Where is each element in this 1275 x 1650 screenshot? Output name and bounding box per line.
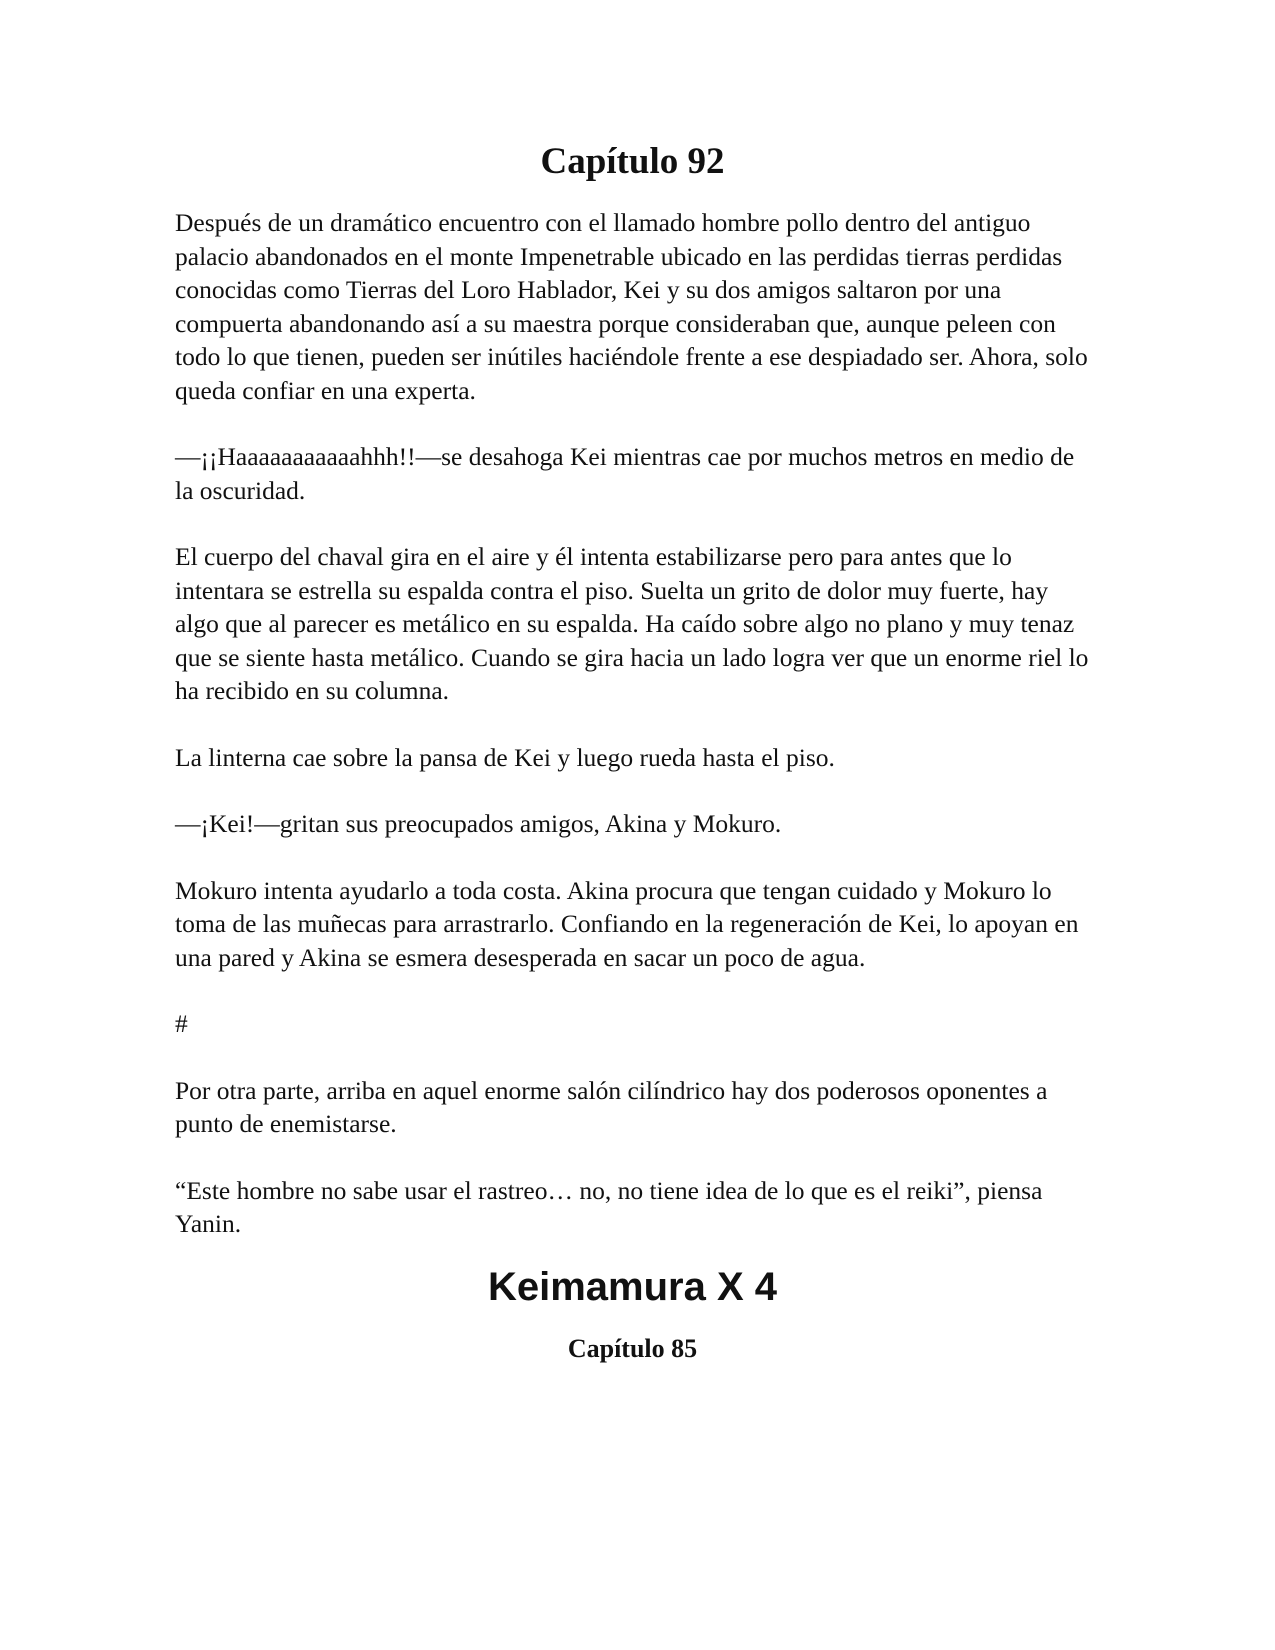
next-chapter-title: Capítulo 85 bbox=[567, 1333, 698, 1363]
paragraph-impact: El cuerpo del chaval gira en el aire y él intenta estabilizarse pero para antes que lo intentara se estrella su espalda contra el piso. Suelta un grito de dolor muy fuerte, hay algo que al parecer es metálico en su espalda. Ha caído sobre algo no plano y muy tenaz que se siente hasta metálico. Cuando se gira hacia un lado logra ver que un enorme riel lo ha recibido en su columna. bbox=[175, 542, 1089, 706]
chapter-title: Capítulo 92 bbox=[540, 141, 725, 182]
paragraph-kei-falls: —¡¡Haaaaaaaaaaahhh!!—se desahoga Kei mientras cae por muchos metros en medio de la oscuridad. bbox=[175, 442, 1075, 505]
scene-break: # bbox=[175, 1009, 188, 1039]
paragraph-intro: Después de un dramático encuentro con el llamado hombre pollo dentro del antiguo palacio abandonados en el monte Impenetrable ubicado en las perdidas tierras perdidas conocidas como Tierras del Loro Hablador, Kei y su dos amigos saltaron por una compuerta abandonando así a su maestra porque consideraban que, aunque peleen con todo lo que tienen, pueden ser inútiles haciéndole frente a ese despiadado ser. Ahora, solo queda confiar en una experta. bbox=[175, 208, 1088, 405]
document-page bbox=[175, 140, 1090, 1364]
paragraph-yanin-thought: “Este hombre no sabe usar el rastreo… no, no tiene idea de lo que es el reiki”, piensa Yanin. bbox=[175, 1175, 1043, 1239]
paragraph-opponents: Por otra parte, arriba en aquel enorme salón cilíndrico hay dos poderosos oponentes a punto de enemistarse. bbox=[175, 1075, 1048, 1139]
paragraph-friends-shout: —¡Kei!—gritan sus preocupados amigos, Akina y Mokuro. bbox=[175, 809, 782, 839]
book-title: Keimamura X 4 bbox=[487, 1264, 778, 1309]
paragraph-rescue: Mokuro intenta ayudarlo a toda costa. Akina procura que tengan cuidado y Mokuro lo toma de las muñecas para arrastrarlo. Confiando en la regeneración de Kei, lo apoyan en una pared y Akina se esmera desesperada en sacar un poco de agua. bbox=[175, 875, 1079, 972]
paragraph-flashlight: La linterna cae sobre la pansa de Kei y luego rueda hasta el piso. bbox=[175, 742, 835, 772]
